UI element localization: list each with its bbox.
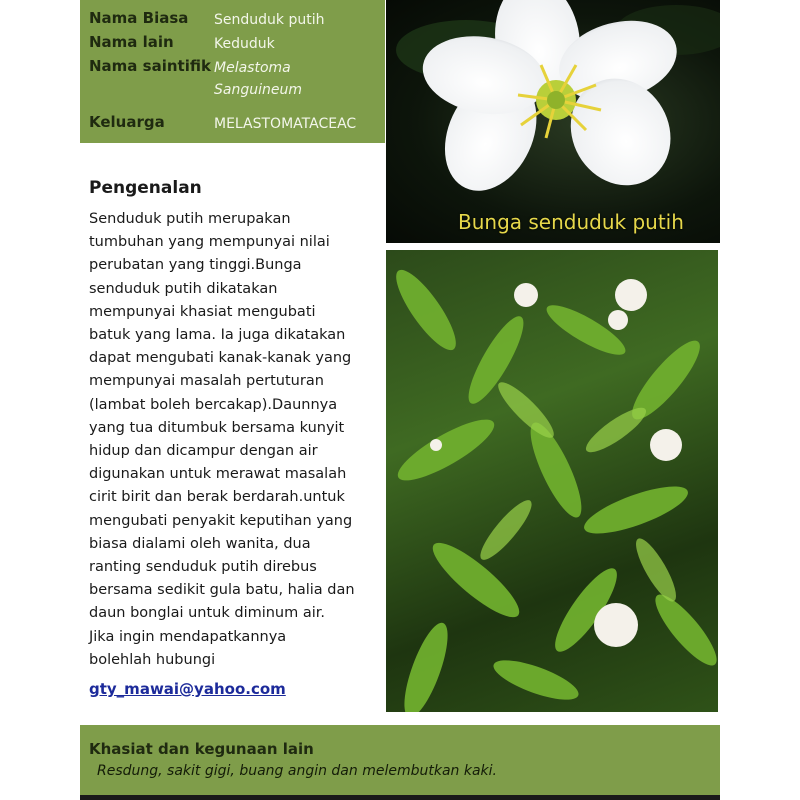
info-row-scientific-name bbox=[89, 57, 324, 101]
uses-footer bbox=[80, 725, 720, 795]
white-flower-illustration bbox=[386, 0, 720, 243]
info-value: MELASTOMATACEAC bbox=[214, 116, 357, 132]
bottom-rule bbox=[80, 795, 720, 800]
info-value: Keduduk bbox=[214, 36, 275, 52]
info-value: Melastoma Sanguineum bbox=[214, 60, 302, 98]
footer-heading: Khasiat dan kegunaan lain bbox=[89, 740, 314, 758]
leafy-shrub-illustration bbox=[386, 250, 718, 712]
info-value: Senduduk putih bbox=[214, 12, 325, 28]
info-key: Nama Biasa bbox=[89, 9, 189, 27]
intro-heading: Pengenalan bbox=[89, 178, 202, 198]
info-row-family bbox=[89, 113, 356, 135]
flower-photo bbox=[386, 0, 720, 243]
intro-paragraph: Senduduk putih merupakan tumbuhan yang mempunyai nilai perubatan yang tinggi.Bunga senduduk putih dikatakan mempunyai khasiat mengubati batuk yang lama. Ia juga dikatakan dapat mengubati kanak-kanak yang mempunyai masalah pertuturan (lambat boleh bercakap).Daunnya yang tua ditumbuk bersama kunyit hidup dan dicampur dengan air digunakan untuk merawat masalah cirit birit dan berak berdarah.untuk mengubati penyakit keputihan yang biasa dialami oleh wanita, dua ranting senduduk putih direbus bersama sedikit gula batu, halia dan daun bonglai untuk diminum air. Jika ingin mendapatkannya bolehlah hubungi bbox=[89, 211, 355, 668]
contact-email-link[interactable]: gty_mawai@yahoo.com bbox=[89, 680, 286, 698]
poster-page bbox=[80, 0, 720, 800]
info-row-other-name bbox=[89, 33, 275, 55]
footer-text: Resdung, sakit gigi, buang angin dan melembutkan kaki. bbox=[97, 763, 497, 779]
shrub-photo bbox=[386, 250, 718, 712]
info-key: Nama lain bbox=[89, 33, 174, 51]
photo-caption: Bunga senduduk putih bbox=[458, 210, 684, 234]
info-key: Nama saintifik bbox=[89, 57, 211, 75]
info-row-common-name bbox=[89, 9, 324, 31]
info-key: Keluarga bbox=[89, 113, 165, 131]
info-table bbox=[80, 0, 385, 143]
